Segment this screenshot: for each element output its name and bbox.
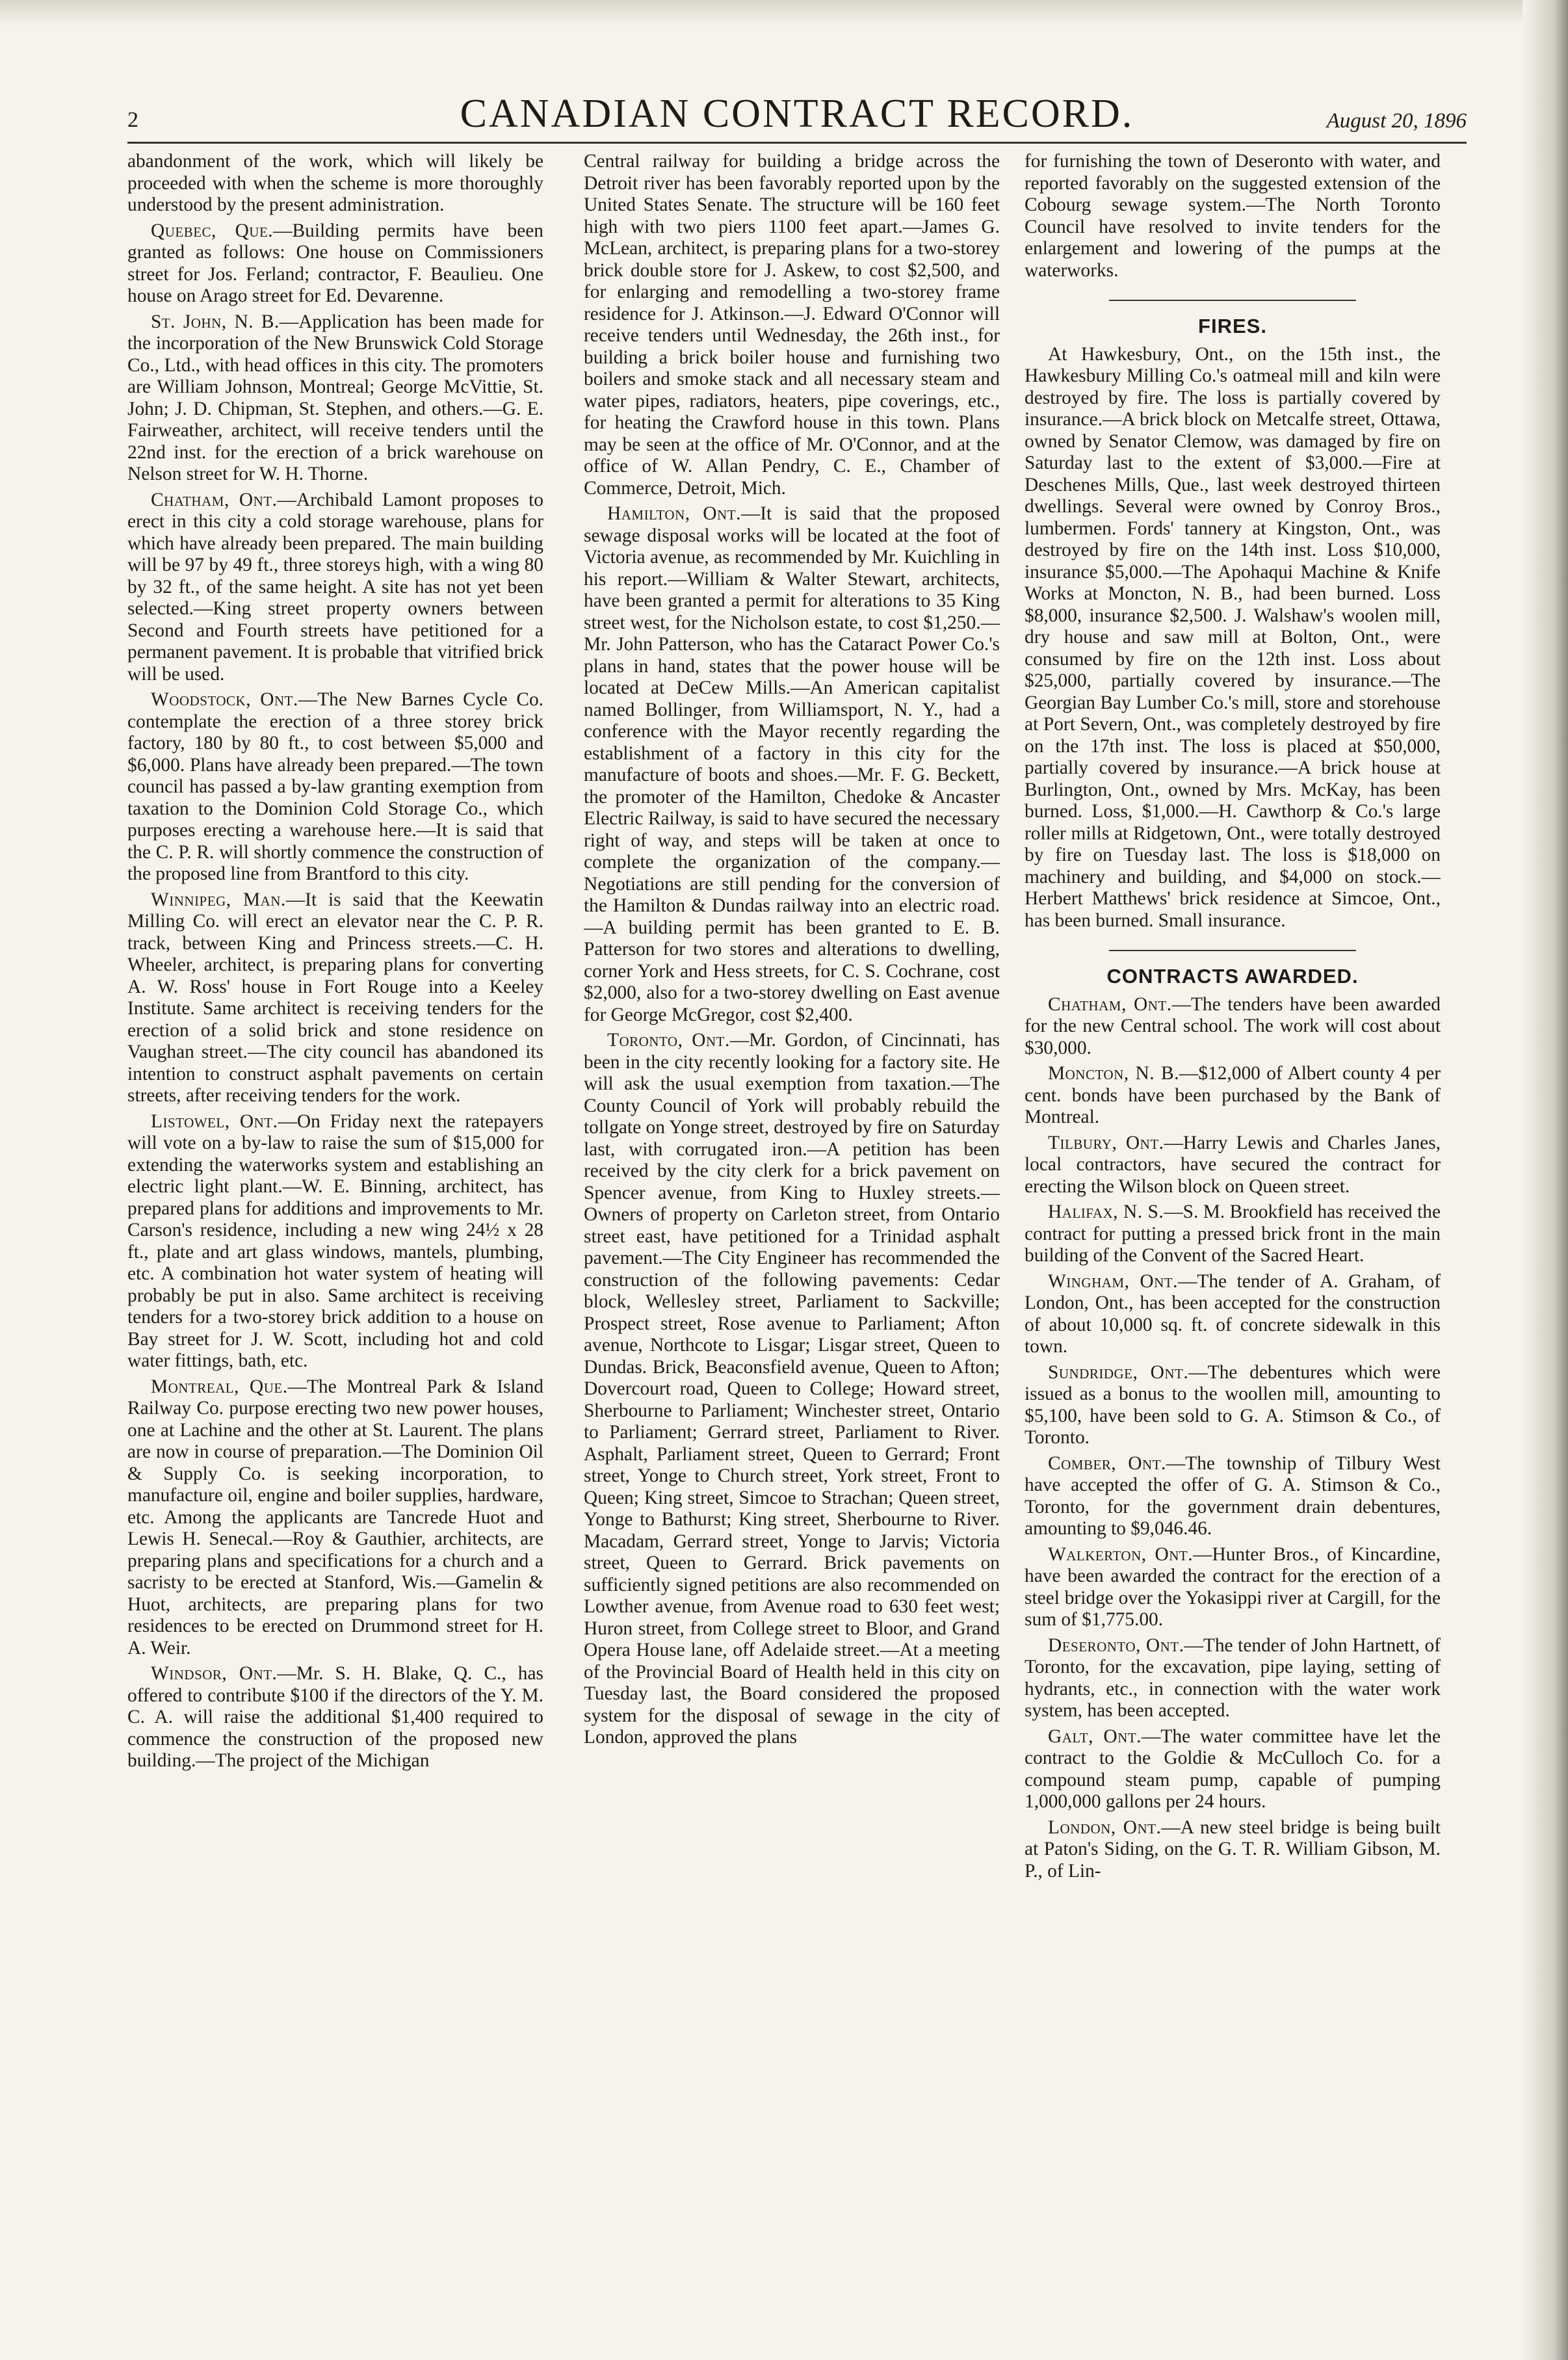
news-text: —Building permits have been granted as follows: One house on Commissioners street for Jos. Ferland; contractor, F. Beaulieu. One house on Arago street for Ed. Devarenne. xyxy=(127,220,543,306)
publication-title: CANADIAN CONTRACT RECORD. xyxy=(460,92,1134,136)
dateline: London, Ont. xyxy=(1048,1816,1162,1838)
dateline: Tilbury, Ont. xyxy=(1048,1132,1164,1153)
page-header xyxy=(127,91,1467,137)
news-item xyxy=(1025,344,1441,932)
news-text: —The township of Tilbury West have accepted the offer of G. A. Stimson & Co., Toronto, for the government drain debentures, amounting to $9,046.46. xyxy=(1025,1452,1441,1539)
issue-date: August 20, 1896 xyxy=(1326,109,1467,133)
news-text: —On Friday next the ratepayers will vote on a by-law to raise the sum of $15,000 for extending the waterworks system and establishing an electric light plant.—W. E. Binning, architect, has prepared plans for additions and improvements to Mr. Carson's residence, including a new wing 24½ x 28 ft., plate and art glass windows, mantels, plumbing, etc. A combination hot water system of heating will probably be put in also. Same architect is receiving tenders for a two-storey brick addition to a house on Bay street for J. W. Scott, including hot and cold water fittings, bath, etc. xyxy=(127,1110,543,1371)
dateline: Comber, Ont. xyxy=(1048,1452,1166,1474)
news-text: —It is said that the proposed sewage disposal works will be located at the foot of Victoria avenue, as recommended by Mr. Kuichling in his report.—William & Walter Stewart, architects, have been granted a permit for alterations to 35 King street west, for the Nicholson estate, to cost $1,250.—Mr. John Patterson, who has the Cataract Power Co.'s plans in hand, states that the power house will be located at DeCew Mills.—An American capitalist named Bollinger, from Williamsport, N. Y., had a conference with the Mayor recently regarding the establishment of a factory in this city for the manufacture of boots and shoes.—Mr. F. G. Beckett, the promoter of the Hamilton, Chedoke & Ancaster Electric Railway, is said to have secured the necessary right of way, and steps will be taken at once to complete the organization of the company.—Negotiations are still pending for the conversion of the Hamilton & Dundas railway into an electric road.—A building permit has been granted to E. B. Patterson for two stores and alterations to dwelling, corner York and Hess streets, for C. S. Cochrane, cost $2,000, also for a two-storey dwelling on East avenue for George McGregor, cost $2,400. xyxy=(584,503,1000,1025)
news-item xyxy=(1025,1635,1441,1722)
paragraph xyxy=(127,151,543,216)
dateline: Woodstock, Ont. xyxy=(151,689,298,710)
paragraph xyxy=(1025,151,1441,282)
news-text: —It is said that the Keewatin Milling Co. will erect an elevator near the C. P. R. track, between King and Princess streets.—C. H. Wheeler, architect, is preparing plans for converting A. W. Ross' house in Fort Rouge into a Keeley Institute. Same architect is receiving tenders for the erection of a solid brick and stone residence on Vaughan street.—The city council has abandoned its intention to construct asphalt pavements on certain streets, after receiving tenders for the work. xyxy=(127,889,543,1106)
news-item xyxy=(1025,1544,1441,1631)
news-item xyxy=(1025,994,1441,1060)
news-text: —The tenders have been awarded for the new Central school. The work will cost about $30,000. xyxy=(1025,993,1441,1058)
dateline: Wingham, Ont. xyxy=(1048,1270,1178,1292)
news-text: —The debentures which were issued as a bonus to the woollen mill, amounting to $5,100, have been sold to G. A. Stimson & Co., of Toronto. xyxy=(1025,1361,1441,1448)
news-text: —Application has been made for the incorporation of the New Brunswick Cold Storage Co., Ltd., with head offices in this city. The promoters are William Johnson, Montreal; George McVittie, St. John; J. D. Chipman, St. Stephen, and others.—G. E. Fairweather, architect, will receive tenders until the 22nd inst. for the erection of a brick warehouse on Nelson street for W. H. Thorne. xyxy=(127,311,543,484)
dateline: Windsor, Ont. xyxy=(151,1663,278,1684)
news-text: —Harry Lewis and Charles Janes, local contractors, have secured the contract for erecting the Wilson block on Queen street. xyxy=(1025,1132,1441,1197)
news-text: —A new steel bridge is being built at Paton's Siding, on the G. T. R. William Gibson, M. P., of Lin- xyxy=(1025,1816,1441,1881)
news-text: —The New Barnes Cycle Co. contemplate the erection of a three storey brick factory, 180 by 80 ft., to cost between $5,000 and $6,000. Plans have already been prepared.—The town council has passed a by-law granting exemption from taxation to the Dominion Cold Storage Co., which purposes erecting a warehouse here.—It is said that the C. P. R. will shortly commence the construction of the proposed line from Brantford to this city. xyxy=(127,689,543,884)
page-number: 2 xyxy=(127,108,138,132)
news-text: —The tender of A. Graham, of London, Ont., has been accepted for the construction of about 10,000 sq. ft. of concrete sidewalk in this town. xyxy=(1025,1270,1441,1357)
section-heading-contracts: CONTRACTS AWARDED. xyxy=(1106,965,1359,988)
section-heading-fires: FIRES. xyxy=(1198,315,1267,337)
dateline: Hamilton, Ont. xyxy=(607,503,741,524)
dateline: Toronto, Ont. xyxy=(607,1030,730,1051)
dateline: Winnipeg, Man. xyxy=(151,889,286,910)
news-text: —Mr. Gordon, of Cincinnati, has been in the city recently looking for a factory site. He will ask the usual exemption from taxation.—The County Council of York will probably rebuild the tollgate on Yonge street, destroyed by fire on Saturday last, with corrugated iron.—A petition has been received by the city clerk for a brick pavement on Spencer avenue, from King to Huxley streets.—Owners of property on Carleton street, from Ontario street east, have petitioned for a Trinidad asphalt pavement.—The City Engineer has recommended the construction of the following pavements: Cedar block, Wellesley street, Parliament to Sackville; Prospect street, Rose avenue to Parliament; Afton avenue, Northcote to Lisgar; Lisgar street, Queen to Dundas. Brick, Beaconsfield avenue, Queen to Afton; Dovercourt road, Queen to College; Howard street, Sherbourne to Parliament; Winchester street, Ontario to Parliament; Gerrard street, Parliament to River. Asphalt, Parliament street, Queen to Gerrard; Front street, Yonge to Church street, York street, Front to Queen; King street, Simcoe to Strachan; Queen street, Yonge to Bathurst; King street, Sherbourne to River. Macadam, Gerrard street, Yonge to Jarvis; Victoria street, Queen to Gerrard. Brick pavements on sufficiently signed petitions are also recommended on Lowther avenue, from Avenue road to 630 feet west; Huron street, from College street to Bloor, and Grand Opera House lane, off Adelaide street.—At a meeting of the Provincial Board of Health held in this city on Tuesday last, the Board considered the proposed system for the disposal of sewage in the city of London, approved the plans xyxy=(584,1030,1000,1748)
news-item xyxy=(127,889,543,1107)
news-item xyxy=(1025,1201,1441,1267)
news-item xyxy=(1025,1271,1441,1358)
paragraph-text: abandonment of the work, which will likely be proceeded with when the scheme is more thoroughly understood by the present administration. xyxy=(127,151,543,215)
column-3 xyxy=(1025,151,1441,2342)
news-item xyxy=(1025,1453,1441,1540)
news-item xyxy=(1025,1362,1441,1449)
dateline: Walkerton, Ont. xyxy=(1048,1543,1194,1565)
news-item xyxy=(127,1111,543,1372)
dateline: Montreal, Que. xyxy=(151,1376,288,1397)
scan-top-edge xyxy=(0,0,1568,26)
news-item xyxy=(584,1030,1000,1749)
dateline: Chatham, Ont. xyxy=(1048,993,1172,1015)
news-text: —The Montreal Park & Island Railway Co. purpose erecting two new power houses, one at Lachine and the other at St. Laurent. The plans are now in course of preparation.—The Dominion Oil & Supply Co. is seeking incorporation, to manufacture oil, engine and boiler supplies, hardware, etc. Among the applicants are Tancrede Huot and Lewis H. Senecal.—Roy & Gauthier, architects, are preparing plans and specifications for a church and a sacristy to be erected at Stanford, Wis.—Gamelin & Huot, architects, are preparing plans for two residences to be erected on Drummond street for H. A. Weir. xyxy=(127,1376,543,1659)
paragraph-text: for furnishing the town of Deseronto with water, and reported favorably on the suggested extension of the Cobourg sewage system.—The North Toronto Council have resolved to invite tenders for the enlargement and lowering of the pumps at the waterworks. xyxy=(1025,151,1441,281)
news-item xyxy=(127,689,543,885)
column-1 xyxy=(127,151,543,2342)
news-text: —Archibald Lamont proposes to erect in this city a cold storage warehouse, plans for which have already been prepared. The main building will be 97 by 49 ft., three storeys high, with a wing 80 by 32 ft., of the same height. A site has not yet been selected.—King street property owners between Second and Fourth streets have petitioned for a permanent pavement. It is probable that vitrified brick will be used. xyxy=(127,489,543,685)
news-item xyxy=(127,220,543,308)
scan-right-edge xyxy=(1522,0,1568,2360)
dateline: Halifax, N. S. xyxy=(1048,1201,1164,1222)
dateline: Galt, Ont. xyxy=(1048,1725,1142,1747)
news-text: —$12,000 of Albert county 4 per cent. bonds have been purchased by the Bank of Montreal. xyxy=(1025,1063,1441,1127)
news-item xyxy=(127,311,543,486)
news-text: —The water committee have let the contract to the Goldie & McCulloch Co. for a compound steam pump, capable of pumping 1,000,000 gallons per 24 hours. xyxy=(1025,1725,1441,1812)
dateline: Moncton, N. B. xyxy=(1048,1063,1179,1084)
section-separator xyxy=(1109,300,1356,301)
news-item xyxy=(127,1376,543,1660)
column-2 xyxy=(584,151,1000,2342)
news-item xyxy=(1025,1063,1441,1129)
news-item xyxy=(1025,1726,1441,1813)
dateline: Chatham, Ont. xyxy=(151,489,278,510)
news-item xyxy=(1025,1133,1441,1198)
dateline: St. John, N. B. xyxy=(151,311,280,332)
news-text: —S. M. Brookfield has received the contract for putting a pressed brick front in the main building of the Convent of the Sacred Heart. xyxy=(1025,1201,1441,1266)
news-item xyxy=(1025,1817,1441,1883)
news-item xyxy=(584,503,1000,1026)
section-separator xyxy=(1109,950,1356,951)
news-item xyxy=(127,490,543,686)
paragraph-text: Central railway for building a bridge across the Detroit river has been favorably reported upon by the United States Senate. The structure will be 160 feet high with two piers 1100 feet apart.—James G. McLean, architect, is preparing plans for a two-storey brick double store for J. Askew, to cost $2,500, and for enlarging and remodelling a two-storey frame residence for J. Atkinson.—J. Edward O'Connor will receive tenders until Wednesday, the 26th inst., for building a brick boiler house and furnishing two boilers and smoke stack and all necessary steam and water pipes, radiators, heaters, pipe coverings, etc., for heating the Crawford house in this town. Plans may be seen at the office of Mr. O'Connor, and at the office of W. Allan Pendry, C. E., Chamber of Commerce, Detroit, Mich. xyxy=(584,151,1000,499)
dateline: Listowel, Ont. xyxy=(151,1110,278,1132)
dateline: Sundridge, Ont. xyxy=(1048,1361,1189,1383)
news-item xyxy=(127,1663,543,1772)
header-rule xyxy=(127,142,1467,144)
news-text: —The tender of John Hartnett, of Toronto, for the excavation, pipe laying, setting of hydrants, etc., in connection with the water work system, has been accepted. xyxy=(1025,1634,1441,1721)
news-text: —Hunter Bros., of Kincardine, have been awarded the contract for the erection of a steel bridge over the Yokasippi river at Cargill, for the sum of $1,775.00. xyxy=(1025,1543,1441,1630)
dateline: Deseronto, Ont. xyxy=(1048,1634,1184,1656)
dateline: Quebec, Que. xyxy=(151,220,274,241)
news-text: —Mr. S. H. Blake, Q. C., has offered to contribute $100 if the directors of the Y. M. C. A. will raise the additional $1,400 required to commence the construction of the proposed new building.—The project of the Michigan xyxy=(127,1663,543,1771)
paragraph xyxy=(584,151,1000,499)
news-text: At Hawkesbury, Ont., on the 15th inst., the Hawkesbury Milling Co.'s oatmeal mill and kiln were destroyed by fire. The loss is partially covered by insurance.—A brick block on Metcalfe street, Ottawa, owned by Senator Clemow, was damaged by fire on Saturday last to the extent of $3,000.—Fire at Deschenes Mills, Que., last week destroyed thirteen dwellings. Several were owned by Conroy Bros., lumbermen. Fords' tannery at Kingston, Ont., was destroyed by fire on the 14th inst. Loss $10,000, insurance $5,000.—The Apohaqui Machine & Knife Works at Moncton, N. B., had been burned. Loss $8,000, insurance $2,500. J. Walshaw's woolen mill, dry house and saw mill at Bolton, Ont., were consumed by fire on the 12th inst. Loss about $25,000, partially covered by insurance.—The Georgian Bay Lumber Co.'s mill, store and storehouse at Port Severn, Ont., was completely destroyed by fire on the 17th inst. The loss is placed at $50,000, partially covered by insurance.—A brick house at Burlington, Ont., owned by Mrs. McKay, has been burned. Loss, $1,000.—H. Cawthorp & Co.'s large roller mills at Ridgetown, Ont., were totally destroyed by fire on Tuesday last. The loss is $18,000 on machinery and building, and $4,000 on stock.—Herbert Matthews' brick residence at Simcoe, Ont., has been burned. Small insurance. xyxy=(1025,343,1441,931)
